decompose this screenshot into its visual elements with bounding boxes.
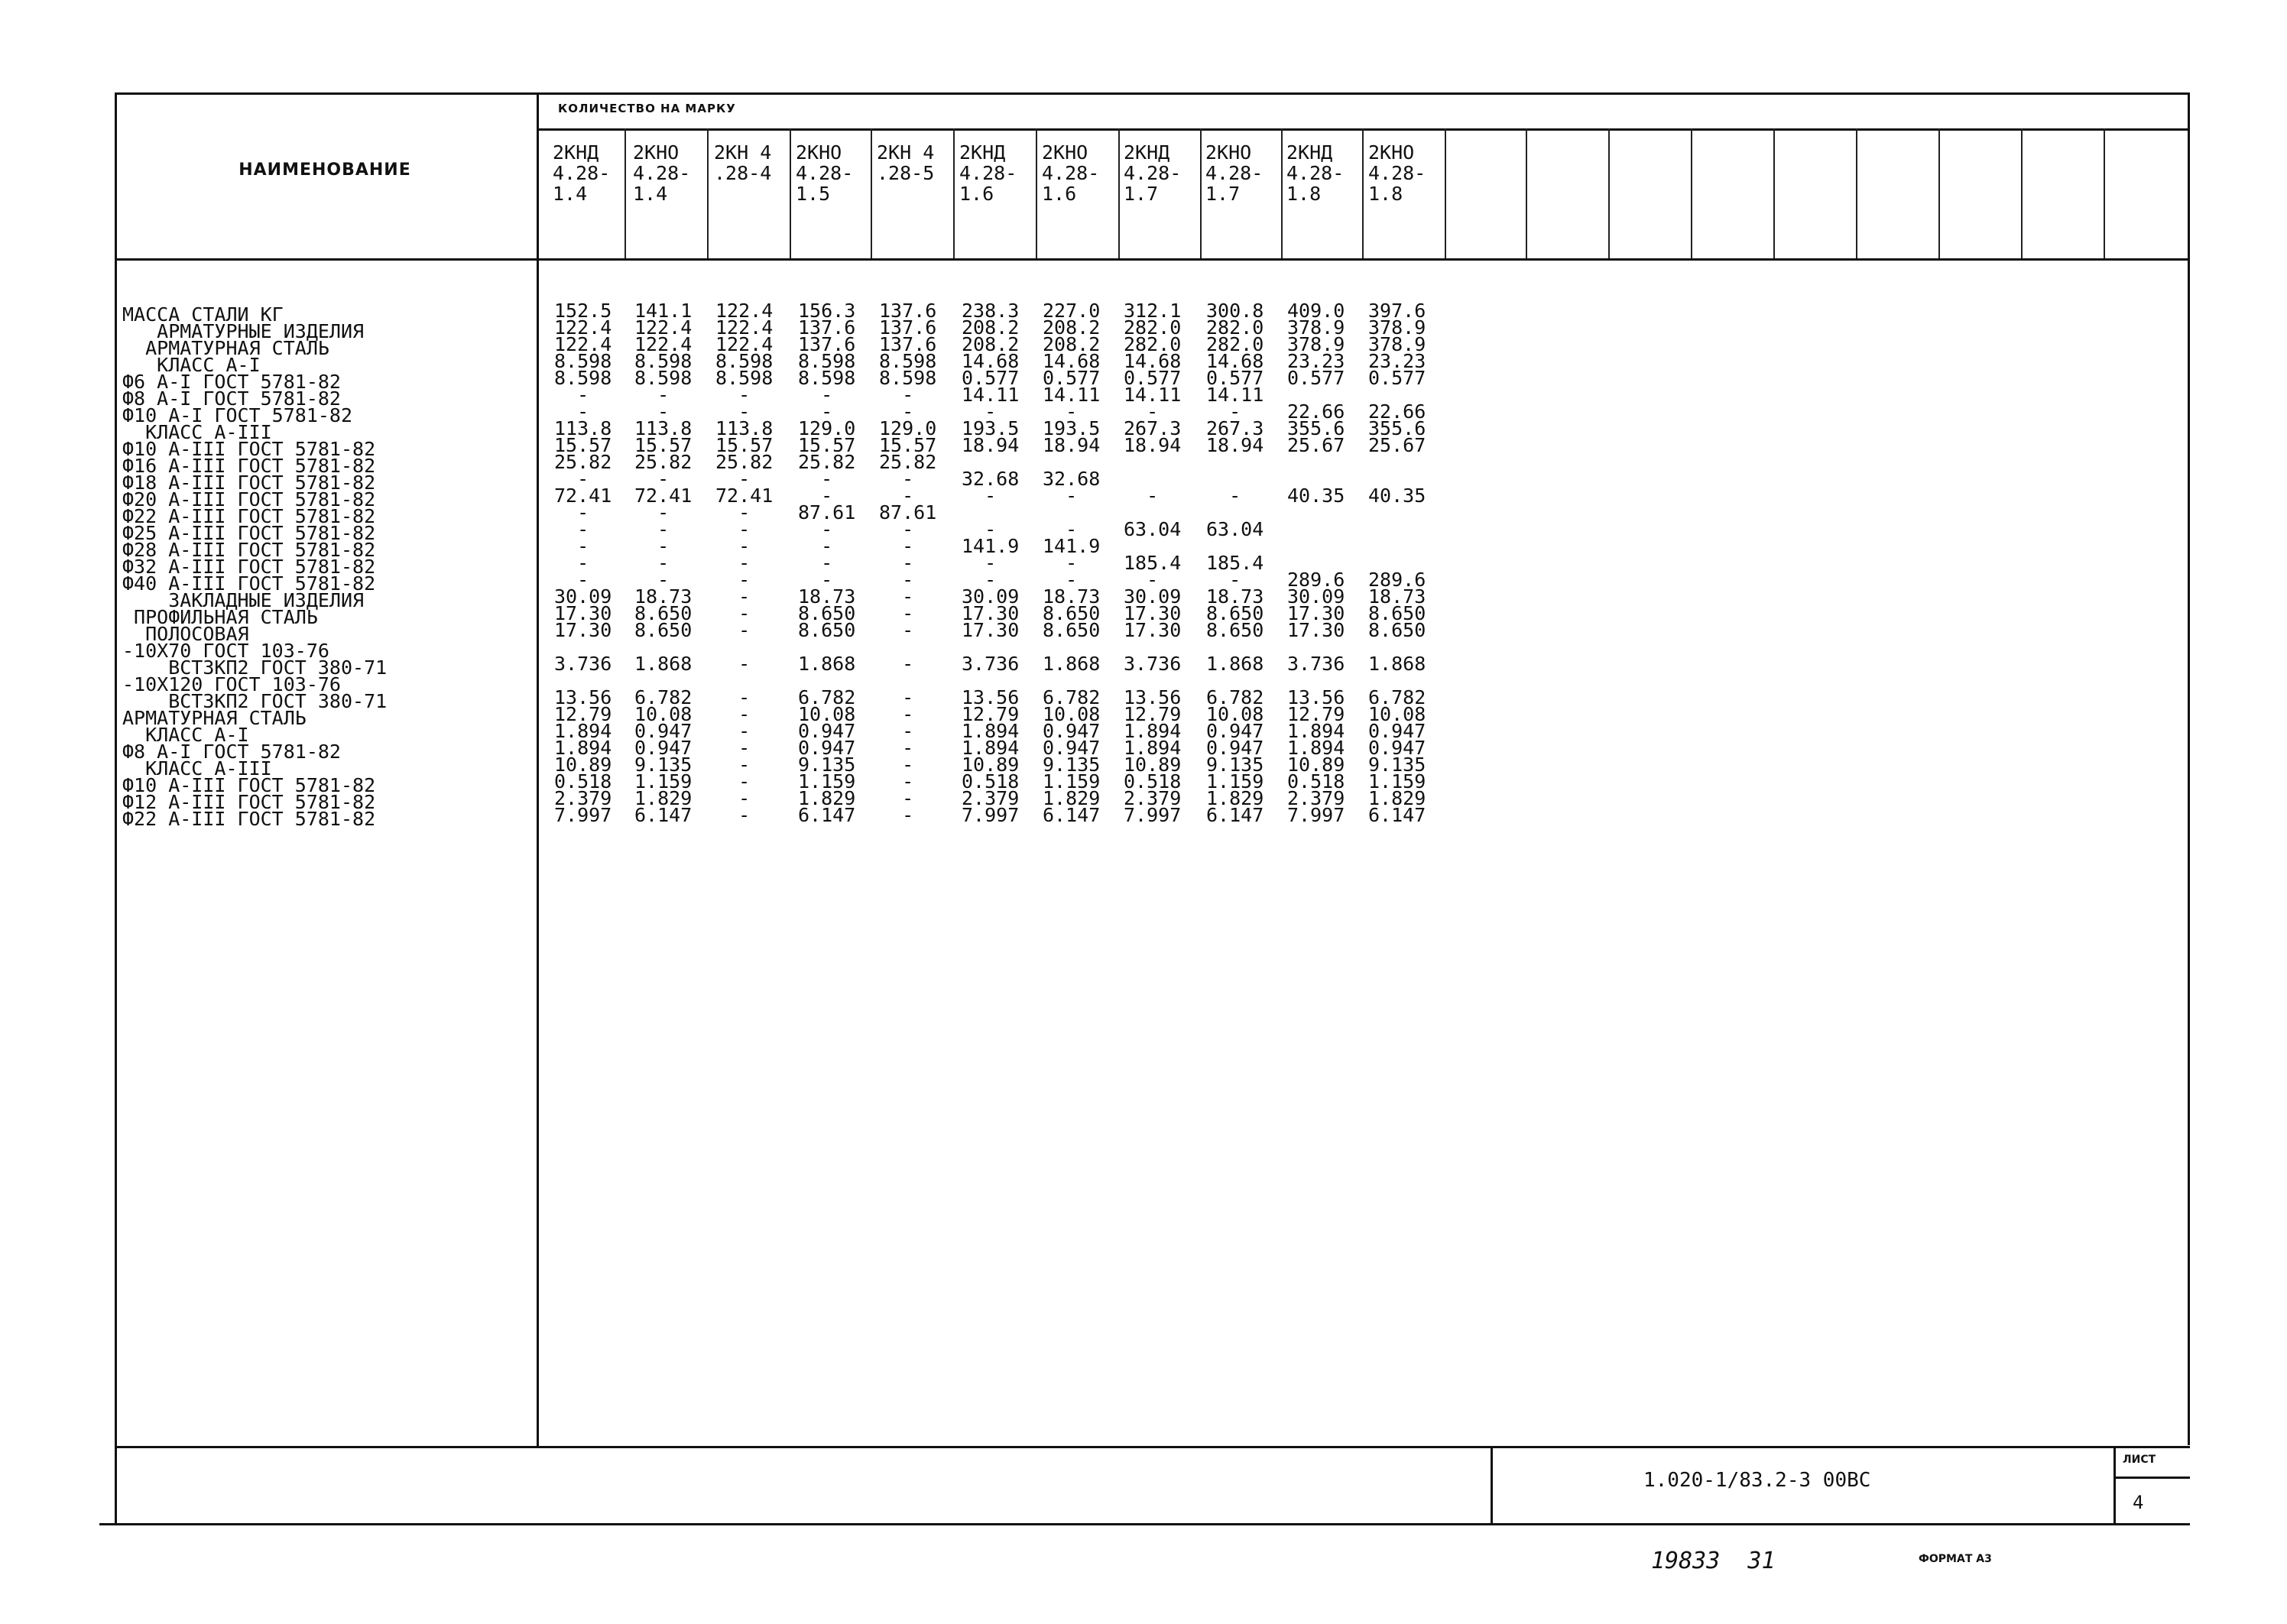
- document-code: 1.020-1/83.2-3 00ВС: [1643, 1469, 1871, 1492]
- title-block-divider: [1491, 1446, 1493, 1523]
- values-column-6: 238.3 208.2 208.2 14.68 0.577 14.11 - 193.5 18.94 32.68 - - 141.9 - - 30.09 17.30 17.30 3.736 13.56 12.79 1.894 1.894 10.89 0.518 2.379 7.997: [962, 300, 1020, 826]
- column-separator: [953, 128, 955, 258]
- column-separator: [871, 128, 872, 258]
- column-header-3: 2КН 4 .28-4: [714, 141, 772, 184]
- values-column-1: 152.5 122.4 122.4 8.598 8.598 - - 113.8 15.57 25.82 - 72.41 - - - - - 30.09 17.30 17.30 3.736 13.56 12.79 1.894 1.894 10.89 0.518 2.379 7.997: [554, 300, 612, 826]
- column-separator: [1281, 128, 1283, 258]
- column-header-8: 2КНД 4.28- 1.7: [1124, 141, 1182, 205]
- sheet-number: 4: [2133, 1492, 2144, 1513]
- column-header-4: 2КНО 4.28- 1.5: [796, 141, 854, 205]
- sheet-box-divider-h: [2113, 1477, 2190, 1479]
- format-label: ФОРМАТ А3: [1919, 1553, 1992, 1565]
- column-separator: [1691, 128, 1692, 258]
- values-column-11: 397.6 378.9 378.9 23.23 0.577 22.66 355.6 25.67 40.35 289.6 18.73 8.650 8.650 1.868 6.782 10.08 0.947 0.947 9.135 1.159 1.829 6.147: [1368, 300, 1426, 826]
- values-column-5: 137.6 137.6 137.6 8.598 8.598 - - 129.0 15.57 25.82 - - 87.61 - - - - - - - - - - - - - - - -: [879, 300, 937, 826]
- frame-right-border: [2188, 92, 2190, 1445]
- column-separator: [1856, 128, 1857, 258]
- sheet-box-divider: [2113, 1446, 2116, 1523]
- item-names-column: МАССА СТАЛИ КГ АРМАТУРНЫЕ ИЗДЕЛИЯ АРМАТУРНАЯ СТАЛЬ КЛАСС А-I Ф6 А-I ГОСТ 5781-82 Ф8 А-I ГОСТ 5781-82 Ф10 А-I ГОСТ 5781-82 КЛАСС А-III Ф10 А-III ГОСТ 5781-82 Ф16 А-III ГОСТ 5781-82 Ф18 А-III ГОСТ 5781-82 Ф20 А-III ГОСТ 5781-82 Ф22 А-III ГОСТ 5781-82 Ф25 А-III ГОСТ 5781-82 Ф28 А-III ГОСТ 5781-82 Ф32 А-III ГОСТ 5781-82 Ф40 А-III ГОСТ 5781-82 ЗАКЛАДНЫЕ ИЗДЕЛИЯ ПРОФИЛЬНАЯ СТАЛЬ ПОЛОСОВАЯ -10Х70 ГОСТ 103-76 ВСТ3КП2 ГОСТ 380-71 -10Х120 ГОСТ 103-76 ВСТ3КП2 ГОСТ 380-71 АРМАТУРНАЯ СТАЛЬ КЛАСС А-I Ф8 А-I ГОСТ 5781-82 КЛАСС А-III Ф10 А-III ГОСТ 5781-82 Ф12 А-III ГОСТ 5781-82 Ф22 А-III ГОСТ 5781-82: [122, 303, 388, 830]
- frame-left-border: [115, 92, 117, 1525]
- column-separator: [1773, 128, 1775, 258]
- frame-bottom-border: [99, 1523, 2190, 1525]
- column-separator: [1938, 128, 1940, 258]
- column-separator: [1200, 128, 1202, 258]
- column-separator: [1036, 128, 1037, 258]
- column-separator: [790, 128, 791, 258]
- column-header-1: 2КНД 4.28- 1.4: [553, 141, 611, 205]
- column-header-11: 2КНО 4.28- 1.8: [1368, 141, 1426, 205]
- values-column-10: 409.0 378.9 378.9 23.23 0.577 22.66 355.6 25.67 40.35 289.6 30.09 17.30 17.30 3.736 13.56 12.79 1.894 1.894 10.89 0.518 2.379 7.997: [1287, 300, 1345, 826]
- inventory-number: 19833 31: [1651, 1548, 1776, 1574]
- name-column-header: НАИМЕНОВАНИЕ: [238, 160, 411, 180]
- column-separator: [1608, 128, 1610, 258]
- values-column-4: 156.3 137.6 137.6 8.598 8.598 - - 129.0 15.57 25.82 - - 87.61 - - - - 18.73 8.650 8.650 1.868 6.782 10.08 0.947 0.947 9.135 1.159 1.829 6.147: [798, 300, 856, 826]
- column-separator: [2104, 128, 2105, 258]
- values-column-3: 122.4 122.4 122.4 8.598 8.598 - - 113.8 15.57 25.82 - 72.41 - - - - - - - - - - - - - - - - -: [715, 300, 774, 826]
- quantity-per-mark-title: КОЛИЧЕСТВО НА МАРКУ: [558, 102, 736, 115]
- column-header-5: 2КН 4 .28-5: [877, 141, 935, 184]
- header-divider: [539, 128, 2190, 131]
- column-separator: [707, 128, 709, 258]
- column-header-10: 2КНД 4.28- 1.8: [1286, 141, 1345, 205]
- column-separator: [1445, 128, 1446, 258]
- values-column-9: 300.8 282.0 282.0 14.68 0.577 14.11 - 267.3 18.94 - 63.04 185.4 - 18.73 8.650 8.650 1.868 6.782 10.08 0.947 0.947 9.135 1.159 1.829 6.147: [1206, 300, 1264, 826]
- column-header-9: 2КНО 4.28- 1.7: [1205, 141, 1264, 205]
- column-separator: [1526, 128, 1527, 258]
- values-column-8: 312.1 282.0 282.0 14.68 0.577 14.11 - 267.3 18.94 - 63.04 185.4 - 30.09 17.30 17.30 3.736 13.56 12.79 1.894 1.894 10.89 0.518 2.379 7.997: [1124, 300, 1182, 826]
- table-bottom-border: [115, 1446, 2190, 1448]
- column-header-6: 2КНД 4.28- 1.6: [959, 141, 1017, 205]
- column-header-2: 2КНО 4.28- 1.4: [633, 141, 691, 205]
- header-bottom-border: [115, 258, 2190, 261]
- column-header-7: 2КНО 4.28- 1.6: [1042, 141, 1100, 205]
- column-separator: [1118, 128, 1120, 258]
- frame-top-border: [115, 92, 2190, 95]
- column-separator: [1362, 128, 1364, 258]
- values-column-2: 141.1 122.4 122.4 8.598 8.598 - - 113.8 15.57 25.82 - 72.41 - - - - - 18.73 8.650 8.650 1.868 6.782 10.08 0.947 0.947 9.135 1.159 1.829 6.147: [634, 300, 693, 826]
- column-separator: [2021, 128, 2023, 258]
- name-column-divider: [537, 92, 539, 1446]
- column-separator: [624, 128, 626, 258]
- sheet-label: ЛИСТ: [2123, 1454, 2156, 1466]
- values-column-7: 227.0 208.2 208.2 14.68 0.577 14.11 - 193.5 18.94 32.68 - - 141.9 - - 18.73 8.650 8.650 1.868 6.782 10.08 0.947 0.947 9.135 1.159 1.829 6.147: [1043, 300, 1101, 826]
